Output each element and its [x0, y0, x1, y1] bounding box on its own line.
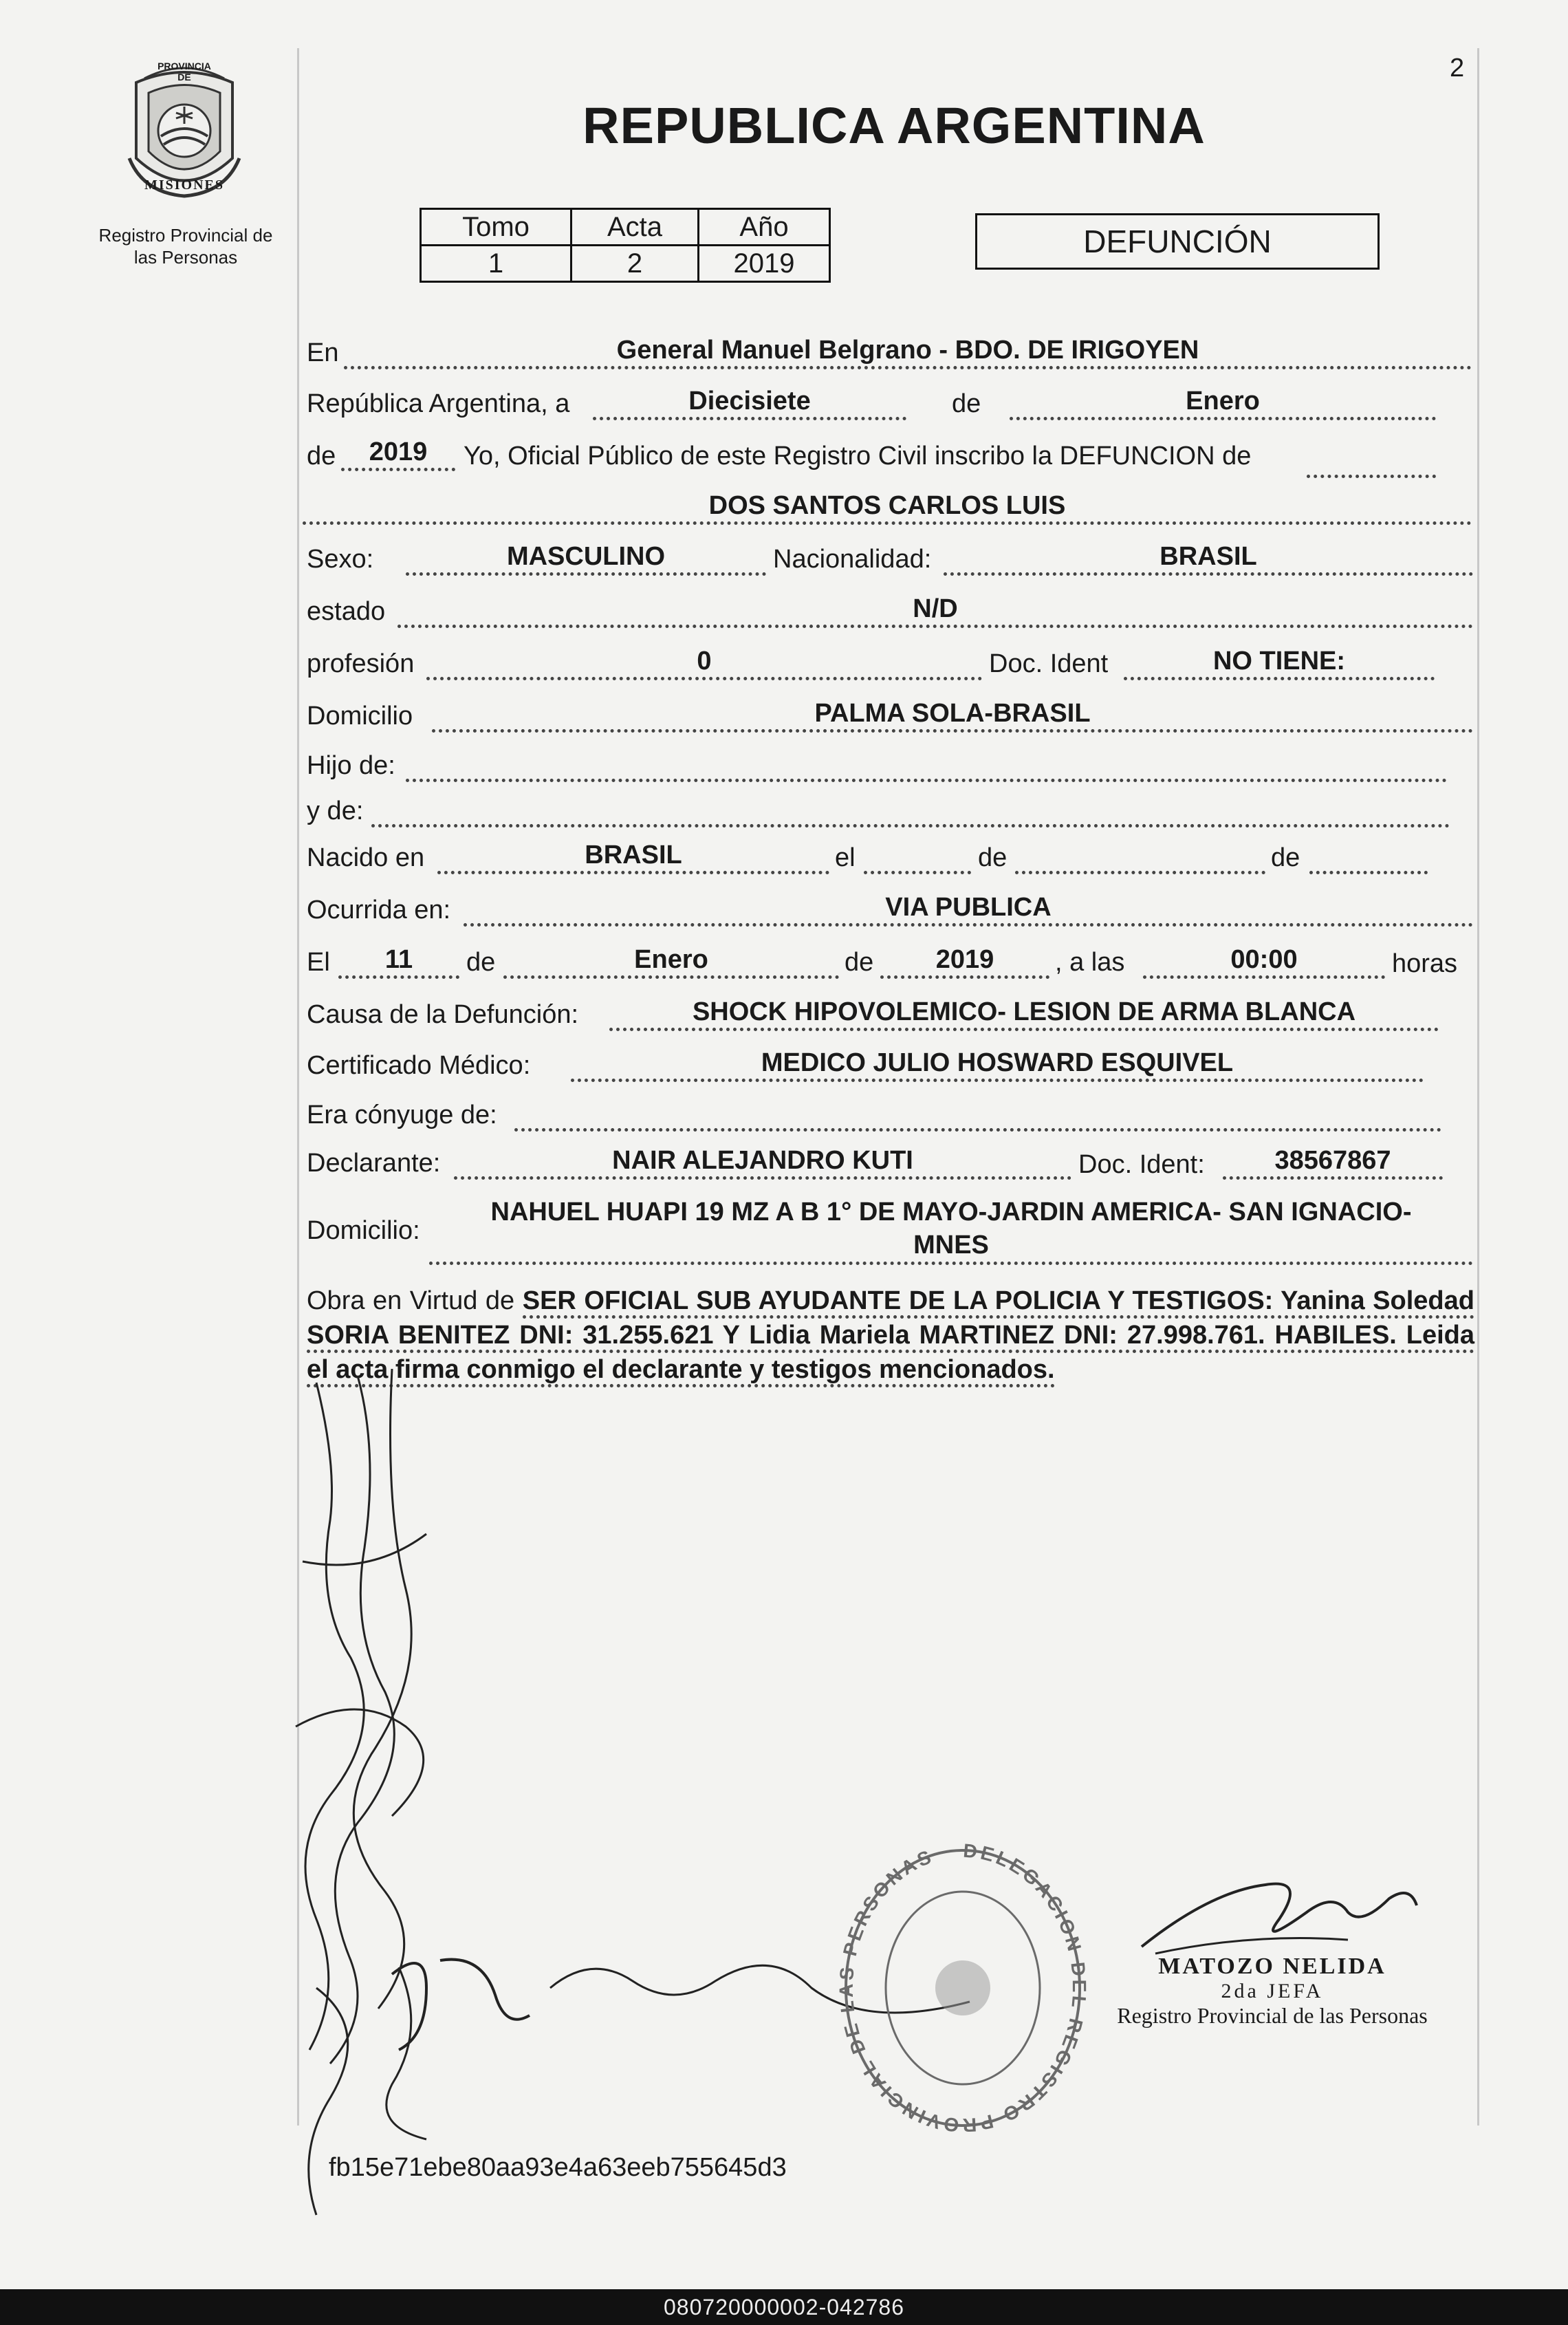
declarante-label: Declarante: — [307, 1149, 441, 1178]
sexo-field: MASCULINO — [406, 541, 766, 576]
nacido-de-label-2: de — [1271, 843, 1300, 872]
acta-header: Acta — [571, 209, 699, 246]
chief-signature — [1128, 1864, 1424, 1960]
record-table — [420, 208, 831, 283]
nacido-field: BRASIL — [437, 839, 829, 874]
death-de-label-1: de — [466, 948, 496, 977]
conyuge-field — [514, 1096, 1441, 1132]
declarante-doc-field: 38567867 — [1223, 1145, 1443, 1180]
emblem-bottom-text: MISIONES — [144, 177, 225, 193]
year-field: 2019 — [341, 436, 455, 471]
nacido-el-label: el — [835, 843, 856, 872]
domicilio2-field — [429, 1196, 1473, 1265]
nacido-label: Nacido en — [307, 843, 425, 872]
record-type-box: DEFUNCIÓN — [975, 213, 1380, 270]
certificado-label: Certificado Médico: — [307, 1051, 531, 1080]
estado-field: N/D — [398, 593, 1473, 628]
profesion-field: 0 — [426, 645, 982, 680]
page-number: 2 — [1450, 54, 1465, 83]
right-margin-line — [1477, 48, 1479, 2126]
footer-barcode-text: 080720000002-042786 — [0, 2289, 1568, 2325]
agency-line-1: Registro Provincial de — [98, 225, 273, 246]
tomo-value: 1 — [421, 246, 571, 282]
deceased-name-field: DOS SANTOS CARLOS LUIS — [303, 490, 1472, 525]
document-hash: fb15e71ebe80aa93e4a63eeb755645d3 — [329, 2153, 787, 2182]
record-table-value-row — [421, 246, 830, 282]
agency-name — [83, 224, 289, 268]
officer-trailing-field — [1307, 443, 1436, 478]
official-stamp — [832, 1816, 1093, 2174]
nacionalidad-field: BRASIL — [944, 541, 1473, 576]
birth-month-field — [1015, 839, 1265, 874]
signing-official — [1100, 1954, 1444, 2029]
domicilio-field: PALMA SOLA-BRASIL — [432, 698, 1473, 733]
en-label: En — [307, 338, 339, 367]
death-day-field: 11 — [338, 944, 459, 979]
ocurrida-field: VIA PUBLICA — [464, 891, 1473, 927]
doc-ident-label: Doc. Ident — [989, 649, 1109, 678]
republica-label: República Argentina, a — [307, 389, 570, 418]
death-de-label-2: de — [845, 948, 874, 977]
conyuge-label: Era cónyuge de: — [307, 1101, 497, 1129]
emblem-top-text: PROVINCIA DE — [157, 61, 211, 83]
hijo-field — [406, 747, 1447, 782]
causa-label: Causa de la Defunción: — [307, 1000, 579, 1029]
month-field: Enero — [1010, 385, 1436, 420]
obra-label: Obra en Virtud de — [307, 1286, 515, 1315]
ocurrida-label: Ocurrida en: — [307, 896, 451, 924]
official-org: Registro Provincial de las Personas — [1117, 2003, 1428, 2028]
anio-value: 2019 — [699, 246, 830, 282]
acta-value: 2 — [571, 246, 699, 282]
domicilio-label: Domicilio — [307, 702, 413, 731]
stamp-ring-text: DELEGACION DEL REGISTRO PROVINCIAL DE LAS PERSONAS — [835, 1839, 1090, 2137]
death-year-field: 2019 — [880, 944, 1049, 979]
birth-day-field — [864, 839, 971, 874]
profesion-label: profesión — [307, 649, 415, 678]
declarante-field: NAIR ALEJANDRO KUTI — [454, 1145, 1071, 1180]
official-role: 2da JEFA — [1221, 1980, 1324, 2002]
nacionalidad-label: Nacionalidad: — [773, 545, 932, 574]
certificado-field: MEDICO JULIO HOSWARD ESQUIVEL — [571, 1047, 1424, 1082]
a-las-label: , a las — [1055, 948, 1125, 977]
el-label: El — [307, 948, 330, 977]
page-title: REPUBLICA ARGENTINA — [582, 97, 1206, 154]
yde-field — [371, 792, 1450, 828]
yde-label: y de: — [307, 797, 364, 825]
doc-ident-field: NO TIENE: — [1124, 645, 1435, 680]
agency-line-2: las Personas — [133, 247, 238, 268]
day-field: Diecisiete — [593, 385, 906, 420]
domicilio2-line-1: NAHUEL HUAPI 19 MZ A B 1° DE MAYO-JARDIN AMERICA- SAN IGNACIO- — [490, 1198, 1412, 1226]
tomo-header: Tomo — [421, 209, 571, 246]
de-label-2: de — [307, 442, 336, 471]
horas-label: horas — [1392, 949, 1458, 978]
domicilio2-label: Domicilio: — [307, 1216, 420, 1245]
hijo-label: Hijo de: — [307, 751, 395, 780]
declarante-doc-label: Doc. Ident: — [1078, 1150, 1205, 1179]
death-month-field: Enero — [503, 944, 839, 979]
estado-label: estado — [307, 597, 386, 626]
record-table-header-row — [421, 209, 830, 246]
obra-value: SER OFICIAL SUB AYUDANTE DE LA POLICIA Y TESTIGOS: Yanina Soledad SORIA BENITEZ DNI: 31.255.621 Y Lidia Mariela MARTINEZ DNI: 27.998.761. HABILES. Leida el acta firma conmigo el declarante y testigos mencionados. — [307, 1286, 1474, 1387]
official-name: MATOZO NELIDA — [1158, 1954, 1386, 1979]
de-label-1: de — [952, 389, 981, 418]
birth-year-field — [1309, 839, 1428, 874]
death-time-field: 00:00 — [1143, 944, 1385, 979]
declarant-signature — [289, 1369, 674, 2236]
en-field: General Manuel Belgrano - BDO. DE IRIGOYEN — [344, 334, 1472, 369]
sexo-label: Sexo: — [307, 545, 374, 574]
causa-field: SHOCK HIPOVOLEMICO- LESION DE ARMA BLANCA — [609, 996, 1439, 1031]
domicilio2-line-2: MNES — [913, 1231, 989, 1259]
officer-text: Yo, Oficial Público de este Registro Civil inscribo la DEFUNCION de — [464, 442, 1252, 471]
nacido-de-label-1: de — [978, 843, 1008, 872]
anio-header: Año — [699, 209, 830, 246]
